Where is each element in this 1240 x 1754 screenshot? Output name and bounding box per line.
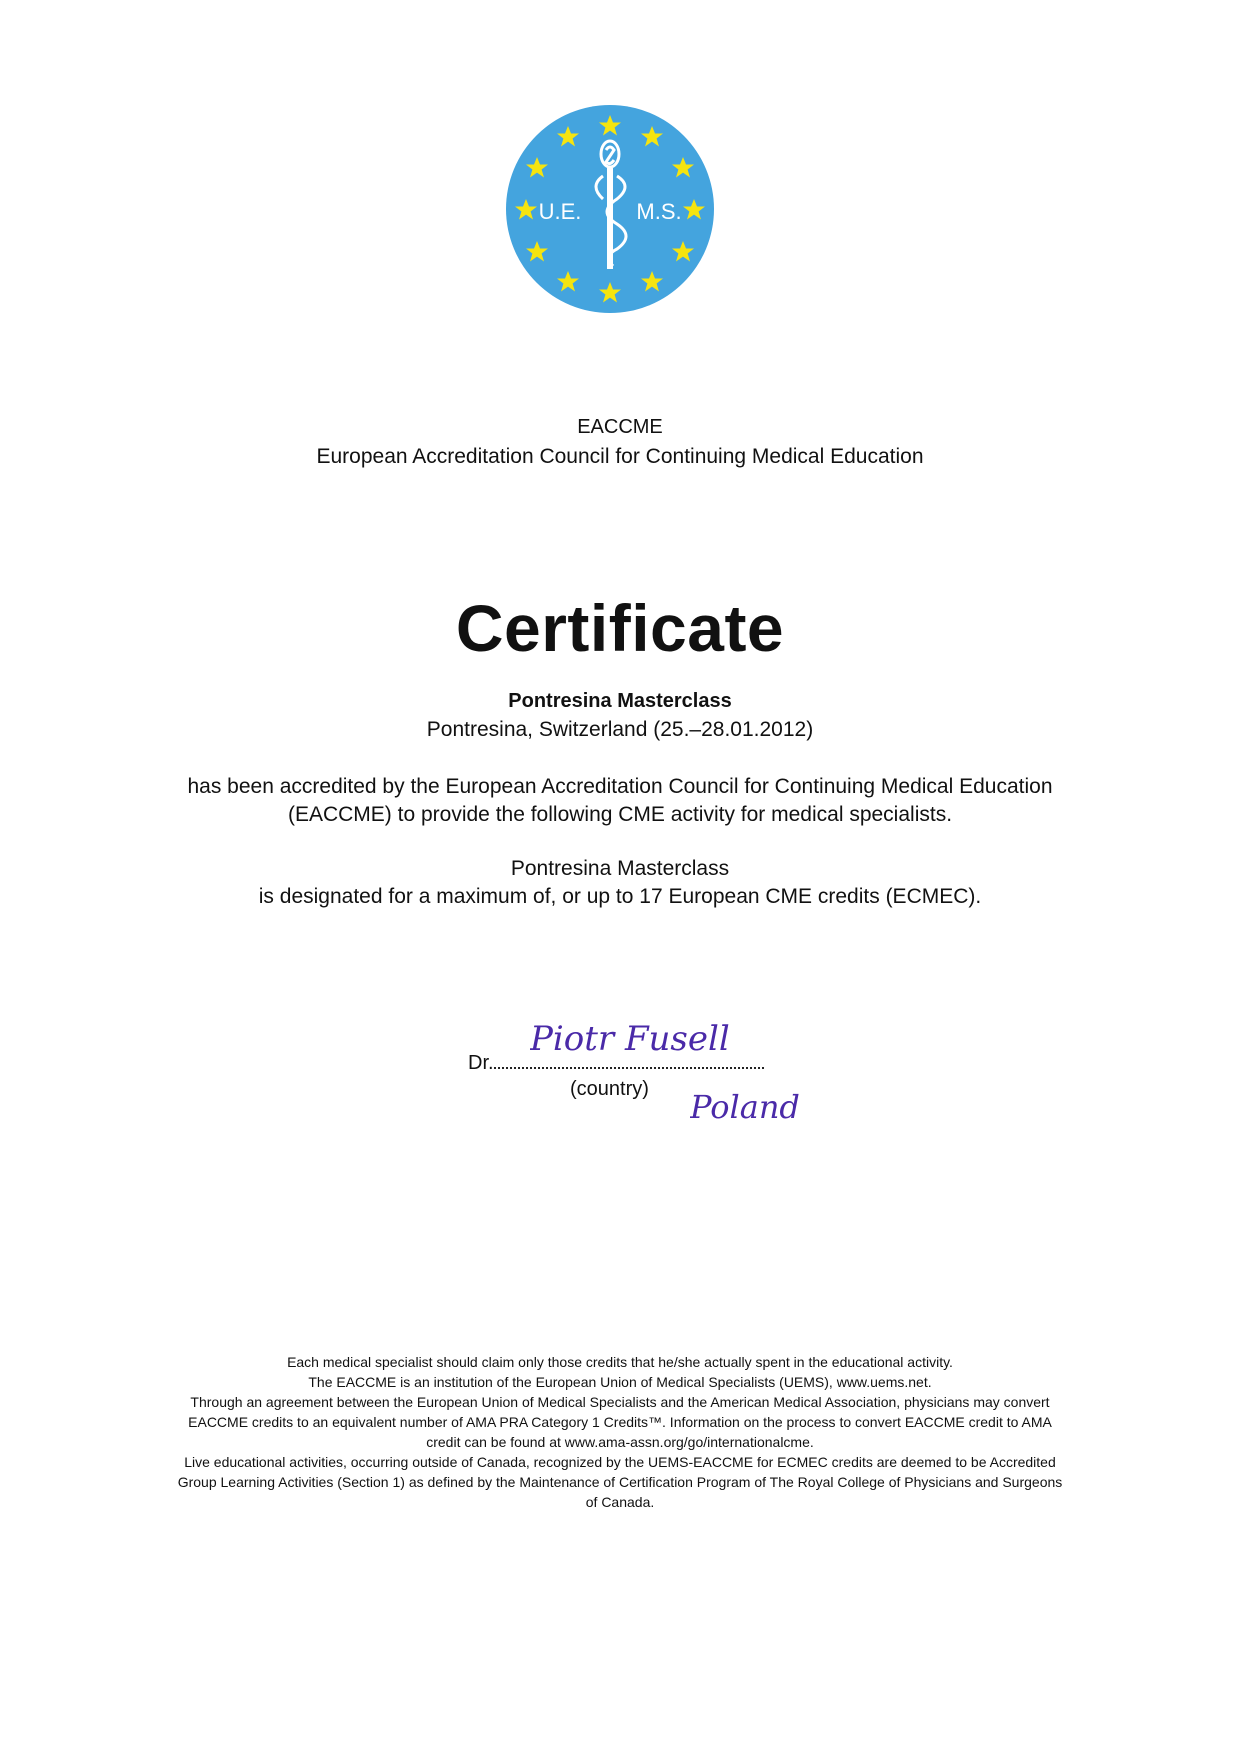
logo-left-text: U.E.	[538, 199, 582, 224]
footer-line-4: EACCME credits to an equivalent number of AMA PRA Category 1 Credits™. Information on the process to convert EACCME credit to AMA	[188, 1414, 1052, 1430]
footer-line-6: Live educational activities, occurring outside of Canada, recognized by the UEMS-EACCME for ECMEC credits are deemed to be Accredited	[184, 1454, 1056, 1470]
handwritten-country	[690, 1080, 830, 1130]
uems-logo	[505, 104, 715, 314]
footer-line-8: of Canada.	[585, 1494, 655, 1510]
organization-name: European Accreditation Council for Continuing Medical Education	[316, 445, 924, 468]
event-location: Pontresina, Switzerland (25.–28.01.2012)	[426, 718, 814, 741]
credits-statement	[0, 855, 1240, 911]
event-name: Pontresina Masterclass	[508, 690, 732, 712]
footer-line-1: Each medical specialist should claim only those credits that he/she actually spent in the educational activity.	[287, 1354, 953, 1370]
accreditation-line-2: (EACCME) to provide the following CME activity for medical specialists.	[287, 803, 953, 826]
organization-acronym: EACCME	[577, 416, 663, 438]
country-handwriting: Poland	[690, 1088, 800, 1126]
credits-line: is designated for a maximum of, or up to 17 European CME credits (ECMEC).	[258, 885, 982, 908]
dotted-line	[494, 1066, 764, 1069]
footer-line-5: credit can be found at www.ama-assn.org/go/internationalcme.	[426, 1434, 814, 1450]
credits-event-name: Pontresina Masterclass	[510, 857, 730, 880]
footer-line-3: Through an agreement between the European Union of Medical Specialists and the American Medical Association, physicians may convert	[190, 1394, 1050, 1410]
footer-line-2: The EACCME is an institution of the European Union of Medical Specialists (UEMS), www.uems.net.	[308, 1374, 932, 1390]
country-label: (country)	[570, 1078, 649, 1100]
accreditation-statement	[100, 773, 1140, 829]
footer-notes	[90, 1352, 1150, 1512]
doctor-prefix: Dr.	[468, 1052, 494, 1074]
accreditation-line-1: has been accredited by the European Accreditation Council for Continuing Medical Education	[187, 775, 1053, 798]
certificate-title: Certificate	[455, 591, 785, 665]
footer-line-7: Group Learning Activities (Section 1) as defined by the Maintenance of Certification Program of The Royal College of Physicians and Surgeons	[177, 1474, 1063, 1490]
handwritten-doctor-name	[530, 1005, 800, 1065]
logo-right-text: M.S.	[636, 199, 682, 224]
doctor-name-handwriting: Piotr Fusell	[530, 1019, 730, 1059]
